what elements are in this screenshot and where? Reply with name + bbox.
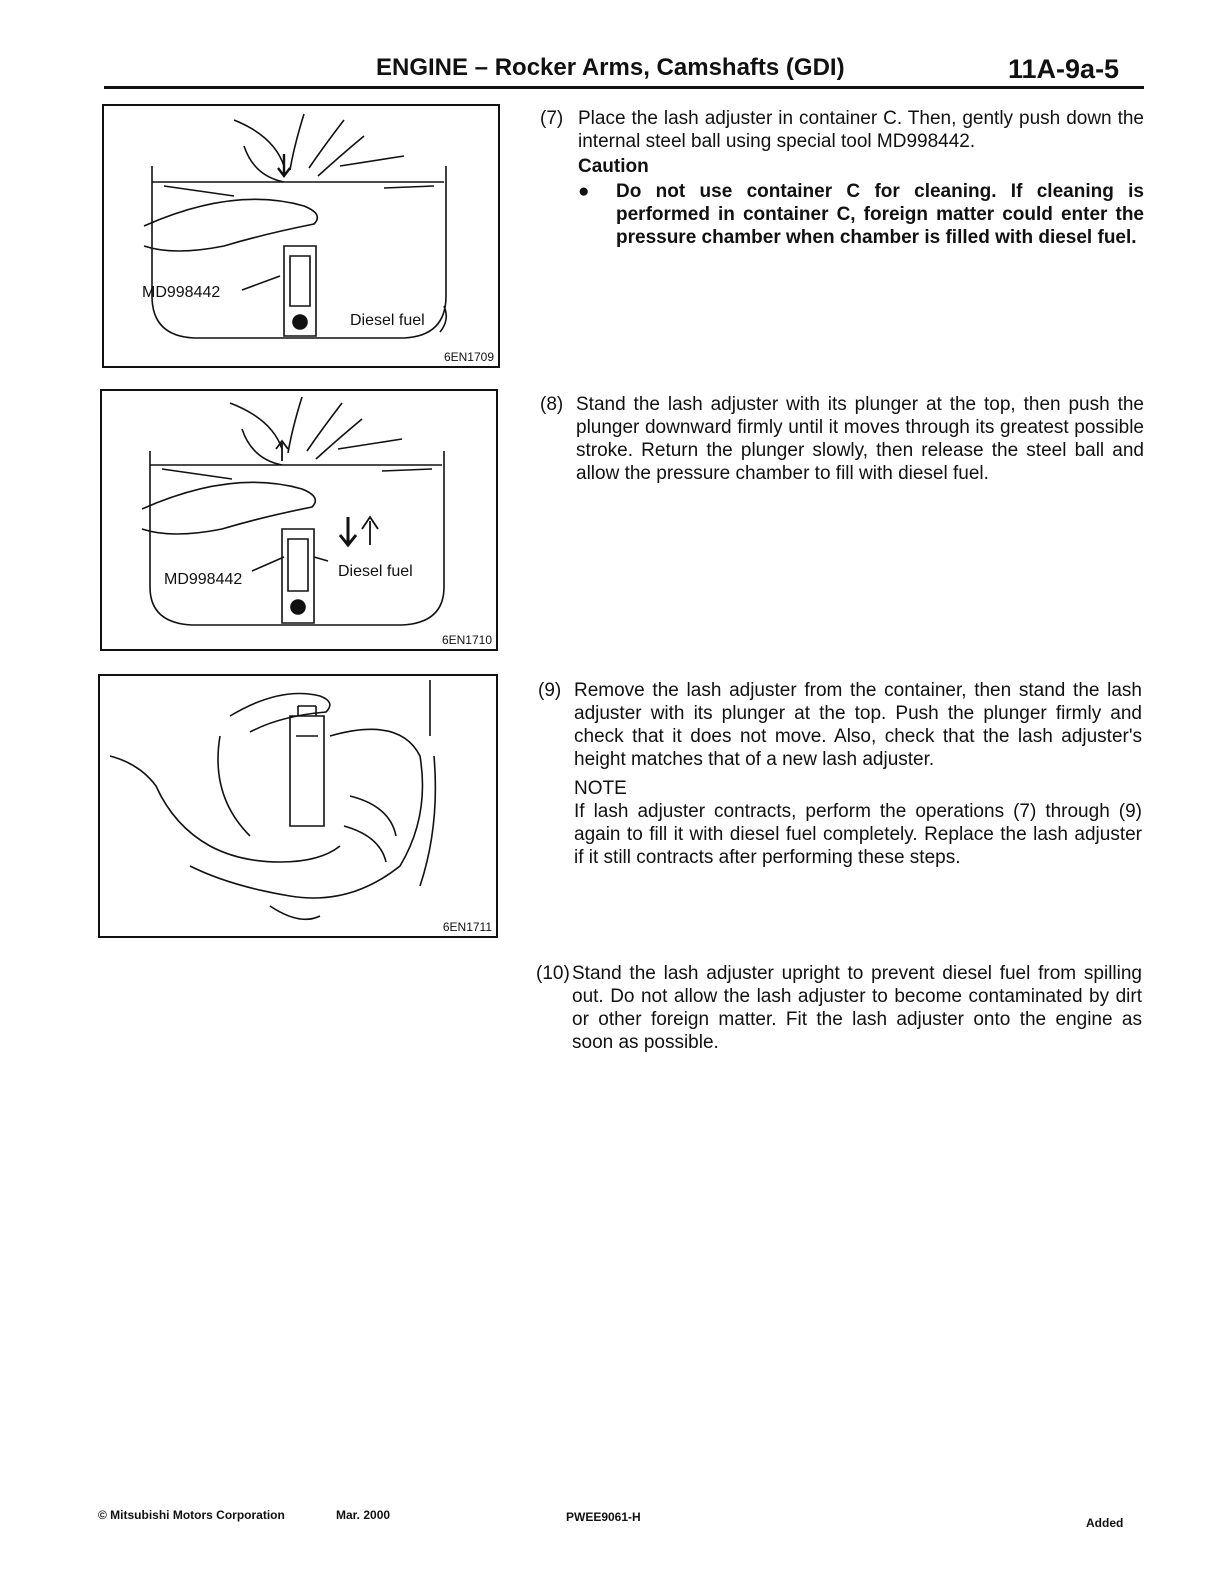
- footer-copyright: © Mitsubishi Motors Corporation: [98, 1508, 285, 1522]
- step-number: (8): [540, 394, 564, 415]
- figure-6en1709-illustration: [104, 106, 500, 368]
- step-text: Remove the lash adjuster from the container, then stand the lash adjuster with its plunger at the top. Push the plunger firmly and check that it does not move. Also, check that the lash adjuster's height matches that of a new lash adjuster.: [574, 680, 1142, 770]
- step-number: (10): [536, 963, 570, 984]
- footer-status: Added: [1086, 1516, 1124, 1530]
- figure-code: 6EN1710: [441, 633, 492, 647]
- step-number: (9): [538, 680, 562, 701]
- page-title: ENGINE – Rocker Arms, Camshafts (GDI): [376, 54, 845, 81]
- caution-item: [578, 180, 1144, 249]
- tool-label: MD998442: [142, 284, 221, 301]
- step-text: Stand the lash adjuster with its plunger at the top, then push the plunger downward firmly until it moves through its greatest possible stroke. Return the plunger slowly, then release the steel ball and allow the pressure chamber to fill with diesel fuel.: [576, 394, 1144, 484]
- footer-doc-code: PWEE9061-H: [566, 1510, 641, 1524]
- fluid-label: Diesel fuel: [350, 312, 425, 329]
- step-number: (7): [540, 108, 564, 129]
- caution-text: Do not use container C for cleaning. If cleaning is performed in container C, foreign matter could enter the pressure chamber when chamber is filled with diesel fuel.: [616, 181, 1144, 248]
- caution-heading: Caution: [578, 156, 649, 177]
- fluid-label: Diesel fuel: [338, 563, 413, 580]
- step-text: Stand the lash adjuster upright to prevent diesel fuel from spilling out. Do not allow the lash adjuster to become contaminated by dirt or other foreign matter. Fit the lash adjuster onto the engine as soon as possible.: [572, 963, 1142, 1053]
- figure-6en1710-illustration: [102, 391, 498, 651]
- figure-code: 6EN1709: [443, 350, 494, 364]
- bullet-icon: ●: [578, 181, 590, 202]
- figure-6en1711: [98, 674, 498, 938]
- note-text: If lash adjuster contracts, perform the operations (7) through (9) again to fill it with diesel fuel completely. Replace the lash adjuster if it still contracts after performing these steps.: [574, 801, 1142, 868]
- figure-6en1709: [102, 104, 500, 368]
- figure-6en1710: [100, 389, 498, 651]
- step-text: Place the lash adjuster in container C. Then, gently push down the internal steel ball using special tool MD998442.: [578, 108, 1144, 152]
- figure-6en1711-illustration: [100, 676, 498, 938]
- figure-code: 6EN1711: [442, 920, 492, 934]
- header-rule: [104, 86, 1144, 89]
- page-number: 11A-9a-5: [1008, 54, 1120, 84]
- note-heading: NOTE: [574, 778, 627, 799]
- footer-date: Mar. 2000: [336, 1508, 391, 1522]
- tool-label: MD998442: [164, 571, 243, 588]
